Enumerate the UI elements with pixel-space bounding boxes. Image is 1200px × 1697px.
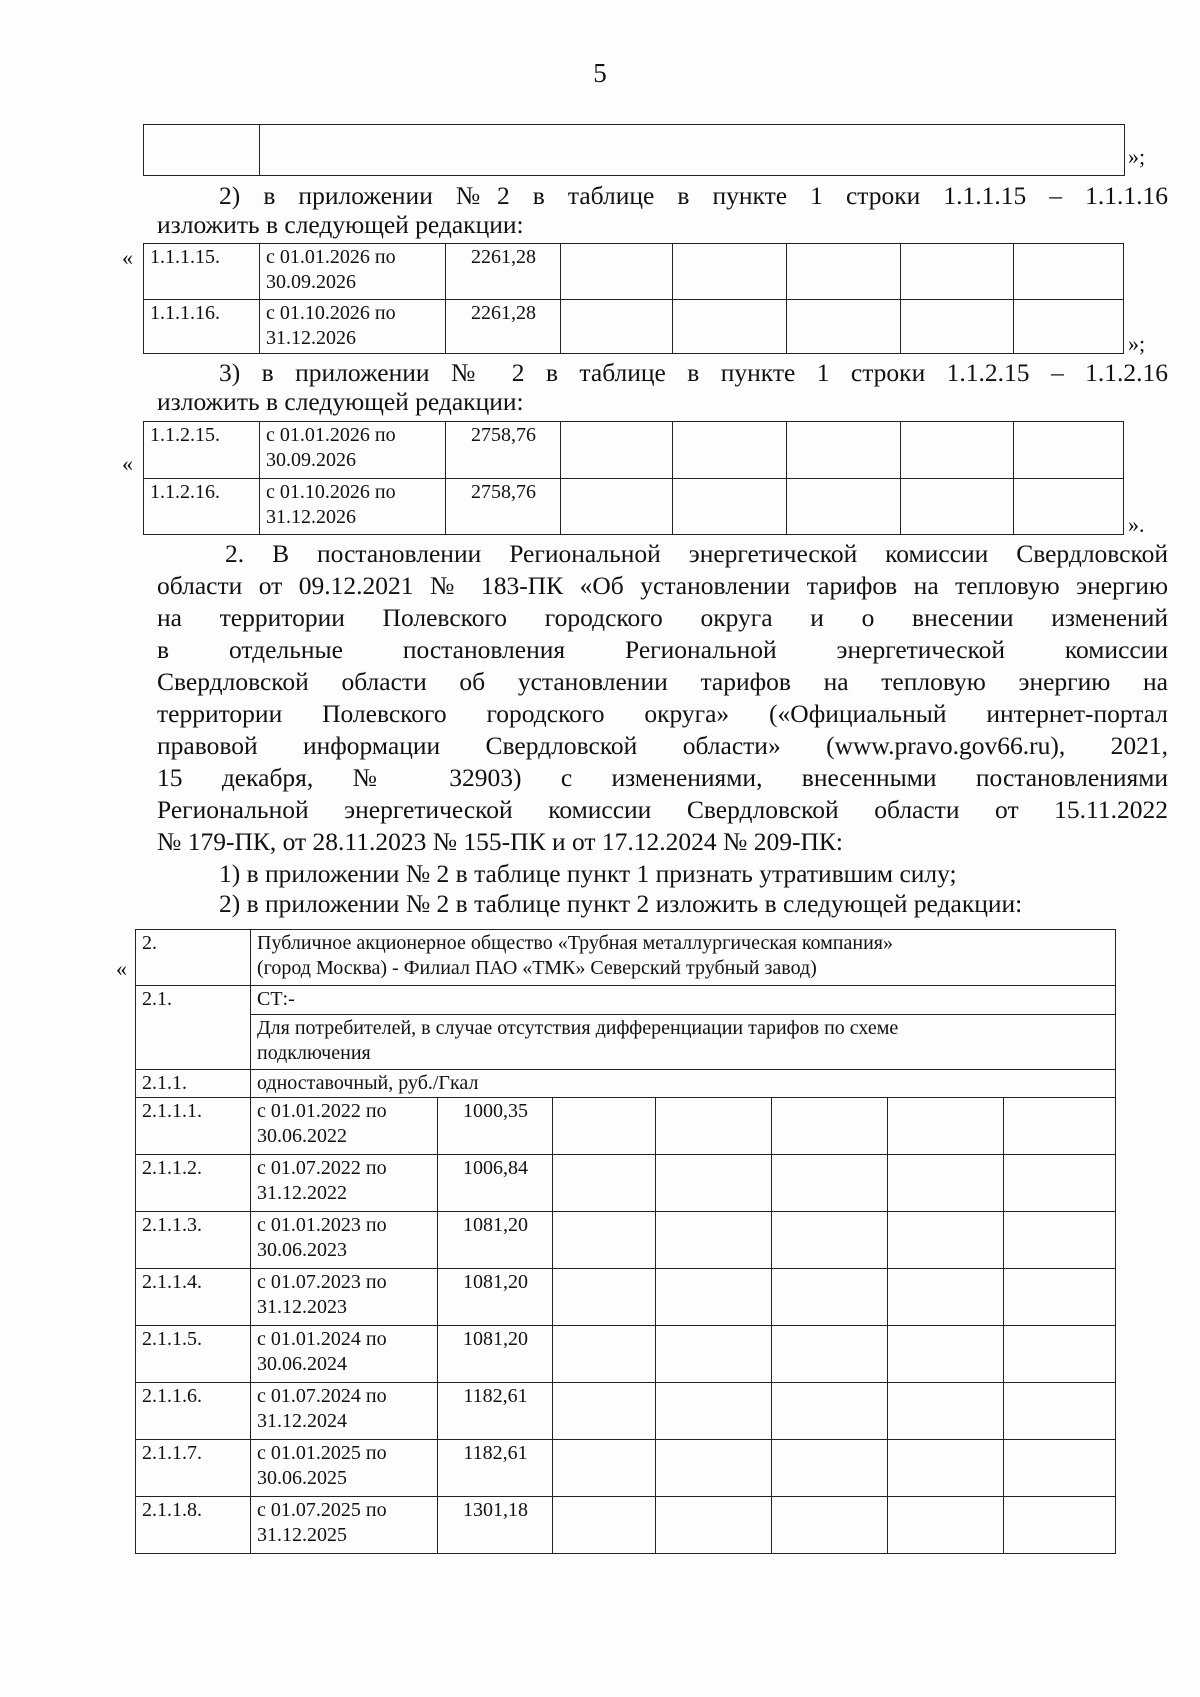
row-value: 1081,20 xyxy=(438,1212,553,1269)
table-rows-1-1-1 xyxy=(143,243,1124,354)
row-code: 2.1.1.7. xyxy=(136,1440,251,1497)
organization-name xyxy=(251,930,1116,986)
period-start: с 01.01.2023 по xyxy=(257,1214,387,1236)
period-end: 31.12.2023 xyxy=(257,1296,347,1318)
empty-cell xyxy=(772,1383,888,1440)
empty-cell xyxy=(561,422,673,479)
period-end: 30.06.2024 xyxy=(257,1353,347,1375)
empty-cell xyxy=(888,1212,1004,1269)
period-end: 30.06.2025 xyxy=(257,1467,347,1489)
period-end: 30.09.2026 xyxy=(266,271,356,293)
empty-cell xyxy=(1014,422,1124,479)
text-line: на территории Полевского городского округа и о внесении изменений xyxy=(157,603,1168,632)
table-row xyxy=(136,1070,1116,1098)
period-end: 30.06.2022 xyxy=(257,1125,347,1147)
table-rows-1-1-2 xyxy=(143,421,1124,535)
period-end: 30.06.2023 xyxy=(257,1239,347,1261)
text-line: области от 09.12.2021 № 183-ПК «Об установлении тарифов на тепловую энергию xyxy=(157,571,1168,600)
text-line: 2) в приложении №2 в таблице в пункте 1 строки 1.1.1.15 – 1.1.1.16 xyxy=(219,181,1168,210)
text-line: изложить в следующей редакции: xyxy=(157,387,524,416)
empty-cell xyxy=(772,1269,888,1326)
empty-cell xyxy=(656,1098,772,1155)
row-code: 2.1.1.6. xyxy=(136,1383,251,1440)
row-period xyxy=(251,1269,438,1326)
empty-cell xyxy=(656,1212,772,1269)
text-line: Для потребителей, в случае отсутствия дифференциации тарифов по схеме xyxy=(257,1017,899,1039)
table-row xyxy=(144,244,1124,300)
empty-cell xyxy=(260,125,1125,176)
table-row xyxy=(136,930,1116,986)
page-number: 5 xyxy=(593,58,607,88)
empty-cell xyxy=(1014,300,1124,354)
closing-quote: »; xyxy=(1128,144,1146,169)
empty-cell xyxy=(673,244,787,300)
row-label: СТ:- xyxy=(251,986,1116,1015)
closing-quote: »; xyxy=(1128,331,1146,356)
row-code: 1.1.1.16. xyxy=(144,300,260,354)
empty-cell xyxy=(1004,1383,1116,1440)
closing-quote: ». xyxy=(1128,512,1145,537)
empty-cell xyxy=(553,1212,656,1269)
period-start: с 01.07.2023 по xyxy=(257,1271,387,1293)
period-start: с 01.01.2025 по xyxy=(257,1442,387,1464)
tariff-type: одноставочный, руб./Гкал xyxy=(251,1070,1116,1098)
amendment-item-3 xyxy=(157,357,1168,415)
period-start: с 01.07.2022 по xyxy=(257,1157,387,1179)
empty-cell xyxy=(656,1155,772,1212)
empty-cell xyxy=(673,300,787,354)
text-line: изложить в следующей редакции: xyxy=(157,210,524,239)
row-code: 2. xyxy=(136,930,251,986)
opening-quote: « xyxy=(122,245,133,270)
table-row xyxy=(136,1383,1116,1440)
period-end: 31.12.2025 xyxy=(257,1524,347,1546)
empty-cell xyxy=(901,244,1014,300)
empty-cell xyxy=(553,1098,656,1155)
empty-cell xyxy=(901,422,1014,479)
period-start: с 01.01.2024 по xyxy=(257,1328,387,1350)
table-row xyxy=(144,422,1124,479)
row-period xyxy=(251,1497,438,1554)
text-line-item-1: 1) в приложении № 2 в таблице пункт 1 признать утратившим силу; xyxy=(219,859,957,888)
empty-cell xyxy=(656,1326,772,1383)
table-row xyxy=(136,1098,1116,1155)
empty-cell xyxy=(772,1326,888,1383)
row-code: 2.1.1.2. xyxy=(136,1155,251,1212)
row-period xyxy=(260,244,446,300)
empty-cell xyxy=(1004,1497,1116,1554)
table-row xyxy=(136,1326,1116,1383)
empty-cell xyxy=(787,300,901,354)
row-code: 2.1.1.3. xyxy=(136,1212,251,1269)
row-value: 1182,61 xyxy=(438,1383,553,1440)
period-start: с 01.01.2026 по xyxy=(266,424,396,446)
text-line: правовой информации Свердловской области» (www.pravo.gov66.ru), 2021, xyxy=(157,731,1168,760)
row-code: 1.1.1.15. xyxy=(144,244,260,300)
row-period xyxy=(251,1440,438,1497)
empty-cell xyxy=(787,479,901,535)
row-code: 2.1.1.1. xyxy=(136,1098,251,1155)
row-value: 1081,20 xyxy=(438,1269,553,1326)
row-code: 2.1. xyxy=(136,986,251,1070)
period-end: 31.12.2026 xyxy=(266,506,356,528)
row-code: 2.1.1.8. xyxy=(136,1497,251,1554)
empty-cell xyxy=(901,300,1014,354)
top-table-fragment xyxy=(143,124,1125,176)
period-end: 31.12.2022 xyxy=(257,1182,347,1204)
empty-cell xyxy=(772,1098,888,1155)
row-period xyxy=(260,300,446,354)
table-row xyxy=(144,300,1124,354)
row-value: 2758,76 xyxy=(446,422,561,479)
empty-cell xyxy=(1004,1440,1116,1497)
empty-cell xyxy=(888,1155,1004,1212)
empty-cell xyxy=(772,1212,888,1269)
empty-cell xyxy=(1004,1269,1116,1326)
opening-quote: « xyxy=(122,451,133,476)
text-line: подключения xyxy=(257,1042,371,1064)
row-value: 1006,84 xyxy=(438,1155,553,1212)
empty-cell xyxy=(561,479,673,535)
empty-cell xyxy=(888,1383,1004,1440)
period-start: с 01.10.2026 по xyxy=(266,481,396,503)
text-line: № 179-ПК, от 28.11.2023 № 155-ПК и от 17.12.2024 № 209-ПК: xyxy=(157,827,844,856)
empty-cell xyxy=(561,300,673,354)
row-period xyxy=(251,1383,438,1440)
period-start: с 01.07.2025 по xyxy=(257,1499,387,1521)
table-row xyxy=(136,1497,1116,1554)
empty-cell xyxy=(1004,1155,1116,1212)
row-code: 2.1.1. xyxy=(136,1070,251,1098)
text-line: (город Москва) - Филиал ПАО «ТМК» Северский трубный завод) xyxy=(257,957,817,979)
empty-cell xyxy=(772,1497,888,1554)
period-start: с 01.01.2026 по xyxy=(266,246,396,268)
row-value: 1081,20 xyxy=(438,1326,553,1383)
empty-cell xyxy=(888,1269,1004,1326)
empty-cell xyxy=(553,1155,656,1212)
row-period xyxy=(251,1098,438,1155)
paragraph-2 xyxy=(157,538,1168,918)
table-row xyxy=(136,1269,1116,1326)
period-end: 30.09.2026 xyxy=(266,449,356,471)
opening-quote: « xyxy=(116,956,127,981)
text-line: Публичное акционерное общество «Трубная металлургическая компания» xyxy=(257,932,893,954)
table-point-2 xyxy=(135,929,1116,1554)
row-value: 2261,28 xyxy=(446,300,561,354)
text-line: территории Полевского городского округа» («Официальный интернет-портал xyxy=(157,699,1168,728)
empty-cell xyxy=(553,1497,656,1554)
empty-cell xyxy=(673,479,787,535)
row-value: 2261,28 xyxy=(446,244,561,300)
empty-cell xyxy=(888,1326,1004,1383)
row-period xyxy=(260,422,446,479)
table-row xyxy=(136,1212,1116,1269)
text-line-item-2: 2) в приложении № 2 в таблице пункт 2 изложить в следующей редакции: xyxy=(219,889,1023,918)
row-code: 1.1.2.16. xyxy=(144,479,260,535)
text-line: в отдельные постановления Региональной энергетической комиссии xyxy=(157,635,1168,664)
period-start: с 01.07.2024 по xyxy=(257,1385,387,1407)
empty-cell xyxy=(561,244,673,300)
period-end: 31.12.2026 xyxy=(266,327,356,349)
empty-cell xyxy=(772,1440,888,1497)
empty-cell xyxy=(673,422,787,479)
empty-cell xyxy=(888,1497,1004,1554)
empty-cell xyxy=(901,479,1014,535)
row-code: 2.1.1.4. xyxy=(136,1269,251,1326)
row-value: 1182,61 xyxy=(438,1440,553,1497)
table-row xyxy=(136,1155,1116,1212)
empty-cell xyxy=(1014,479,1124,535)
row-period xyxy=(251,1326,438,1383)
empty-cell xyxy=(553,1269,656,1326)
empty-cell xyxy=(656,1440,772,1497)
empty-cell xyxy=(553,1383,656,1440)
text-line: 2. В постановлении Региональной энергетической комиссии Свердловской xyxy=(225,539,1168,568)
period-start: с 01.01.2022 по xyxy=(257,1100,387,1122)
empty-cell xyxy=(772,1155,888,1212)
consumer-category xyxy=(251,1015,1116,1070)
amendment-item-2 xyxy=(157,180,1168,238)
empty-cell xyxy=(656,1383,772,1440)
empty-cell xyxy=(553,1440,656,1497)
text-line: 15 декабря, № 32903) с изменениями, внесенными постановлениями xyxy=(157,763,1168,792)
row-value: 2758,76 xyxy=(446,479,561,535)
empty-cell xyxy=(888,1098,1004,1155)
table-row xyxy=(136,1440,1116,1497)
row-period xyxy=(251,1212,438,1269)
text-line: Региональной энергетической комиссии Свердловской области от 15.11.2022 xyxy=(157,795,1168,824)
table-row xyxy=(144,479,1124,535)
empty-cell xyxy=(888,1440,1004,1497)
empty-cell xyxy=(1004,1098,1116,1155)
empty-cell xyxy=(144,125,260,176)
table-row xyxy=(136,986,1116,1015)
row-period xyxy=(260,479,446,535)
row-code: 1.1.2.15. xyxy=(144,422,260,479)
empty-cell xyxy=(787,244,901,300)
text-line: Свердловской области об установлении тарифов на тепловую энергию на xyxy=(157,667,1168,696)
empty-cell xyxy=(553,1326,656,1383)
empty-cell xyxy=(1004,1212,1116,1269)
table-row xyxy=(136,1015,1116,1070)
text-line: 3) в приложении № 2 в таблице в пункте 1 строки 1.1.2.15 – 1.1.2.16 xyxy=(219,358,1168,387)
empty-cell xyxy=(1004,1326,1116,1383)
empty-cell xyxy=(787,422,901,479)
period-start: с 01.10.2026 по xyxy=(266,302,396,324)
row-value: 1000,35 xyxy=(438,1098,553,1155)
row-period xyxy=(251,1155,438,1212)
empty-cell xyxy=(1014,244,1124,300)
row-value: 1301,18 xyxy=(438,1497,553,1554)
empty-cell xyxy=(656,1269,772,1326)
row-code: 2.1.1.5. xyxy=(136,1326,251,1383)
period-end: 31.12.2024 xyxy=(257,1410,347,1432)
empty-cell xyxy=(656,1497,772,1554)
